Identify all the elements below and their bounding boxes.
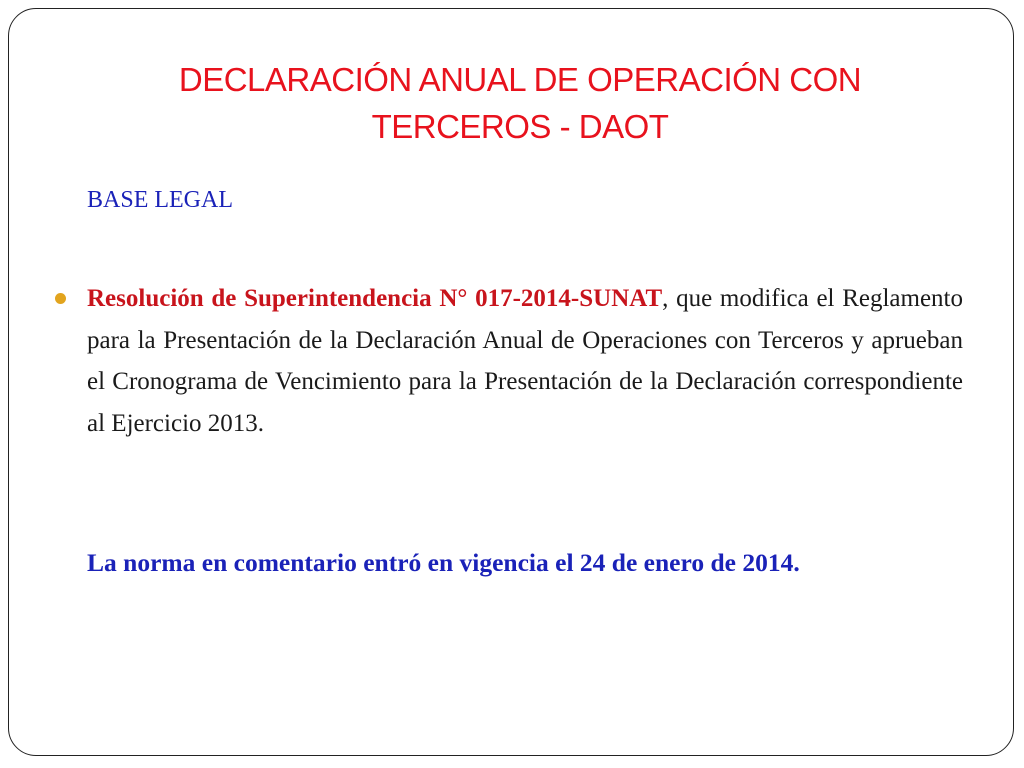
slide-title-line-1: DECLARACIÓN ANUAL DE OPERACIÓN CON (178, 61, 862, 98)
resolution-reference: Resolución de Superintendencia N° 017-2014-SUNAT (87, 285, 663, 312)
bullet-dot-icon (55, 293, 66, 304)
effective-date-note: La norma en comentario entró en vigencia el 24 de enero de 2014. (87, 548, 800, 577)
section-heading: BASE LEGAL (87, 187, 233, 213)
slide-title-line-2: TERCEROS - DAOT (371, 108, 669, 145)
bullet-paragraph (87, 278, 963, 444)
slide-title (60, 56, 980, 150)
bullet-body-text: , que modifica el Reglamento para la Presentación de la Declaración Anual de Operaciones con Terceros y aprueban el Cronograma de Vencimiento para la Presentación de la Declaración correspondiente al Ejercicio 2013. (87, 285, 963, 437)
